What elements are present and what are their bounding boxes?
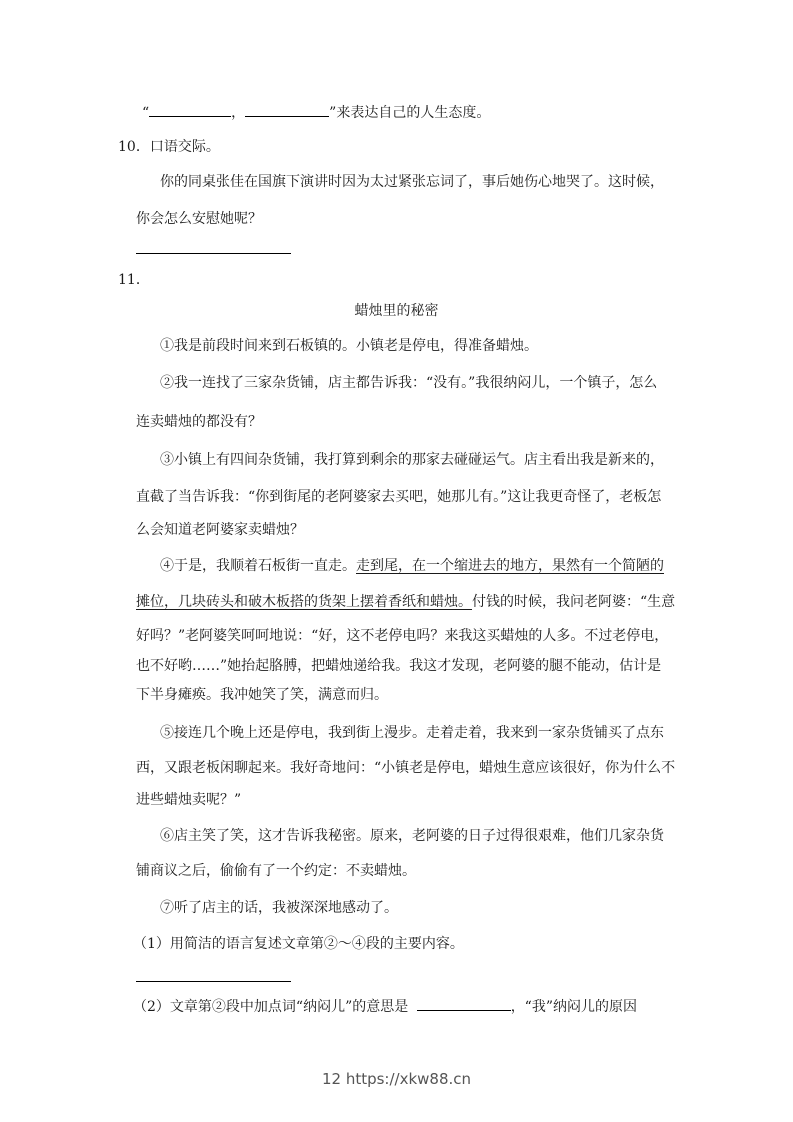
paragraph-7: ⑦听了店主的话，我被深深地感动了。 — [160, 900, 398, 916]
paragraph-2-line-1: ②我一连找了三家杂货铺，店主都告诉我：“没有。”我很纳闷儿，一个镇子，怎么 — [160, 375, 658, 391]
page-footer — [0, 1070, 793, 1088]
paragraph-3-line-3: 么会知道老阿婆家卖蜡烛？ — [136, 522, 304, 538]
q11-heading: 11． — [118, 272, 150, 288]
paragraph-4-line-4: 也不好哟……”她抬起胳膊，把蜡烛递给我。我这才发现，老阿婆的腿不能动，估计是 — [136, 658, 662, 674]
open-quote: “ — [142, 105, 150, 121]
subquestion-2-text: （2）文章第②段中加点词“纳闷儿”的意思是 — [133, 999, 409, 1015]
paragraph-4-line-5: 下半身瘫痪。我冲她笑了笑，满意而归。 — [136, 687, 388, 703]
q10-answer-line[interactable] — [136, 253, 291, 254]
q9-fill-line — [142, 102, 490, 123]
paragraph-4-line-3: 好吗？”老阿婆笑呵呵地说：“好，这不老停电吗？来我这买蜡烛的人多。不过老停电， — [136, 628, 669, 644]
p4-text: 付钱的时候，我问老阿婆：“生意 — [472, 594, 676, 610]
paragraph-3-line-2: 直截了当告诉我：“你到街尾的老阿婆家去买吧，她那儿有。”这让我更奇怪了，老板怎 — [136, 489, 662, 505]
paragraph-4-line-2 — [136, 592, 675, 612]
paragraph-6-line-1: ⑥店主笑了笑，这才告诉我秘密。原来，老阿婆的日子过得很艰难，他们几家杂货 — [160, 828, 664, 844]
paragraph-5-line-1: ⑤接连几个晚上还是停电，我到街上漫步。走着走着，我来到一家杂货铺买了点东 — [160, 725, 664, 741]
p4-underlined-sentence-part-1: 走到尾，在一个缩进去的地方，果然有一个简陋的 — [356, 558, 664, 574]
subquestion-1-answer-line[interactable] — [136, 981, 291, 982]
q10-prompt-line-2: 你会怎么安慰她呢？ — [136, 211, 262, 227]
page-number: 12 — [321, 1070, 342, 1088]
comma: ， — [231, 105, 246, 121]
article-title: 蜡烛里的秘密 — [354, 303, 439, 319]
subquestion-2-blank[interactable] — [417, 996, 511, 1011]
footer-site-link[interactable]: https://xkw88.cn — [345, 1070, 472, 1088]
q9-blank-1[interactable] — [149, 102, 231, 117]
paragraph-4-line-1 — [160, 556, 664, 576]
subquestion-2 — [133, 996, 637, 1017]
paragraph-6-line-2: 铺商议之后，偷偷有了一个约定：不卖蜡烛。 — [136, 863, 416, 879]
p4-underlined-sentence-part-2: 摊位，几块砖头和破木板搭的货架上摆着香纸和蜡烛。 — [136, 594, 472, 610]
paragraph-5-line-3: 进些蜡烛卖呢？” — [136, 792, 242, 808]
p4-text: ④于是，我顺着石板街一直走。 — [160, 558, 356, 574]
q9-blank-2[interactable] — [245, 102, 329, 117]
paragraph-3-line-1: ③小镇上有四间杂货铺，我打算到剩余的那家去碰碰运气。店主看出我是新来的， — [160, 452, 664, 468]
q10-heading: 10．口语交际。 — [118, 139, 220, 155]
q10-prompt-line-1: 你的同桌张佳在国旗下演讲时因为太过紧张忘词了，事后她伤心地哭了。这时候， — [160, 174, 664, 190]
q9-trailing-text: ”来表达自己的人生态度。 — [329, 105, 491, 121]
paragraph-5-line-2: 西，又跟老板闲聊起来。我好奇地问：“小镇老是停电，蜡烛生意应该很好，你为什么不 — [136, 760, 676, 776]
paragraph-1: ①我是前段时间来到石板镇的。小镇老是停电，得准备蜡烛。 — [160, 338, 538, 354]
paragraph-2-line-2: 连卖蜡烛的都没有？ — [136, 414, 262, 430]
subquestion-1: （1）用简洁的语言复述文章第②～④段的主要内容。 — [133, 936, 464, 952]
subquestion-2-text-cont: ，“我”纳闷儿的原因 — [510, 999, 638, 1015]
